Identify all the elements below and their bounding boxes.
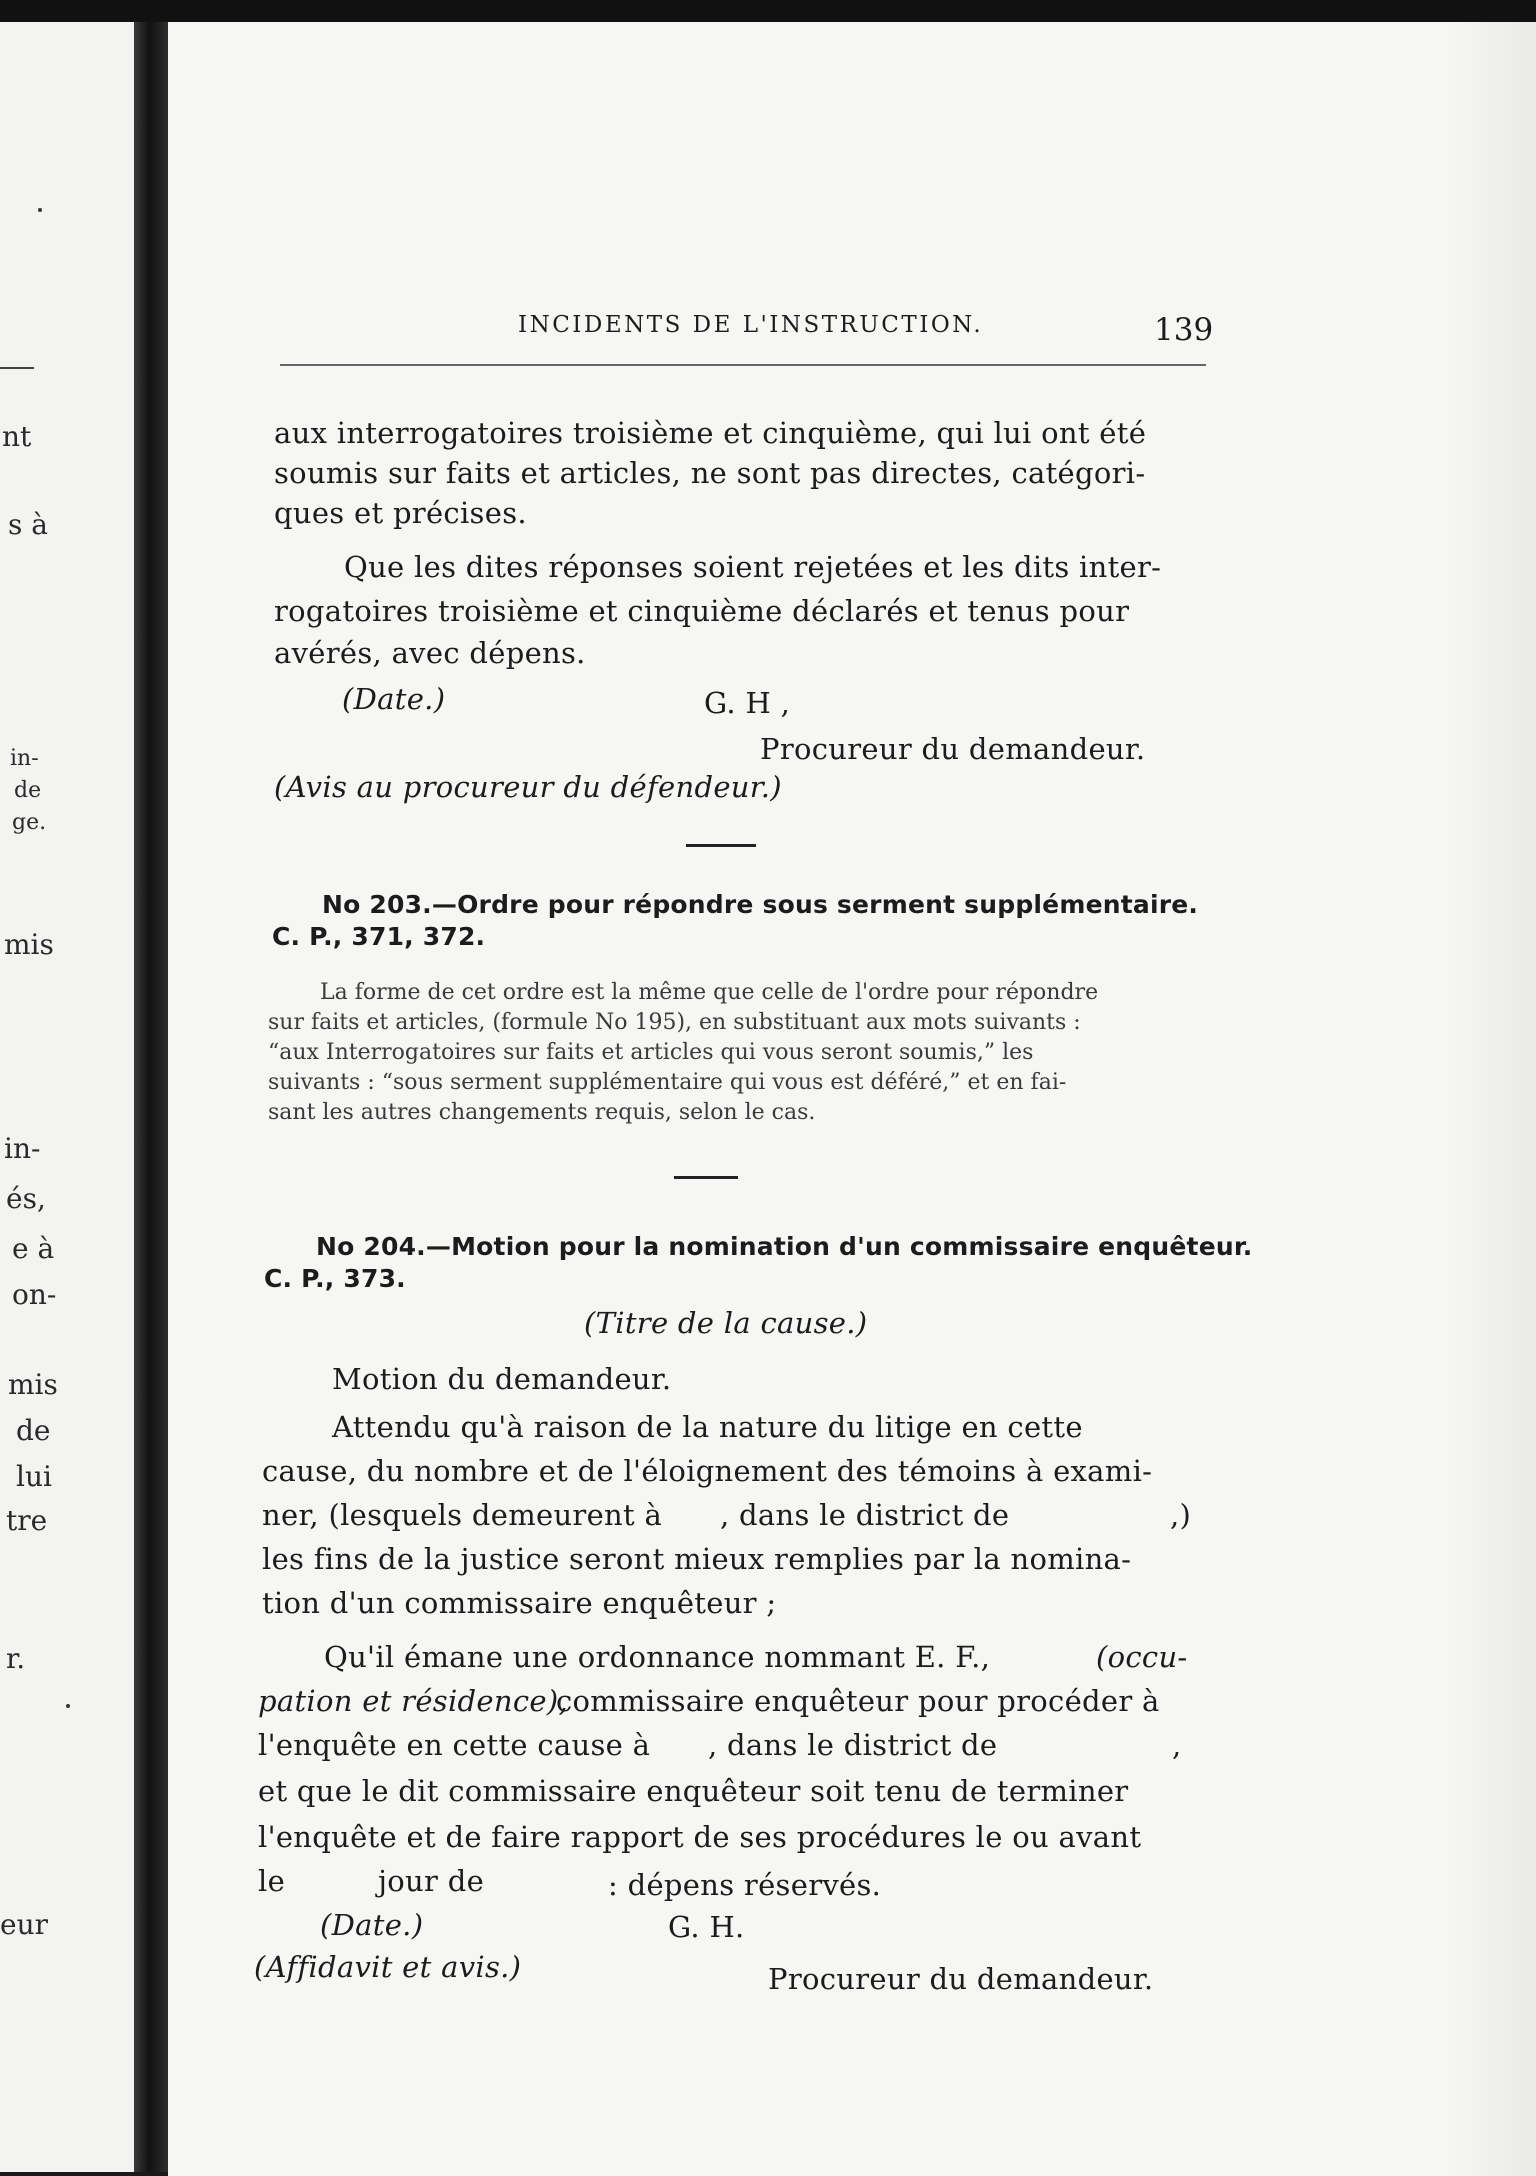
left-fragment: tre [6, 1504, 48, 1537]
left-fragment: ge. [12, 810, 47, 835]
page-edge-shadow [1446, 22, 1536, 2176]
form-reference: C. P., 371, 372. [272, 922, 486, 951]
page-number: 139 [1154, 312, 1214, 348]
left-fragment: mis [4, 928, 54, 961]
left-page-rule [0, 367, 34, 369]
note-line: sant les autres changements requis, selon le cas. [268, 1100, 816, 1125]
text-line: (occu- [1096, 1640, 1188, 1674]
note-line: suivants : “sous serment supplémentaire qui vous est déféré,” et en fai- [268, 1070, 1067, 1095]
text-line: ques et précises. [274, 496, 527, 530]
text-line: ner, (lesquels demeurent à [262, 1498, 663, 1532]
form-heading: No 204.—Motion pour la nomination d'un commissaire enquêteur. [316, 1232, 1253, 1261]
text-line: les fins de la justice seront mieux remplies par la nomina- [262, 1542, 1132, 1576]
text-line: soumis sur faits et articles, ne sont pas directes, catégori- [274, 456, 1146, 490]
ink-speck [66, 1704, 70, 1708]
text-line: rogatoires troisième et cinquième déclarés et tenus pour [274, 594, 1130, 628]
text-line: aux interrogatoires troisième et cinquième, qui lui ont été [274, 416, 1147, 450]
header-rule [280, 364, 1206, 366]
text-line: , dans le district de [720, 1498, 1010, 1532]
text-line: cause, du nombre et de l'éloignement des témoins à exami- [262, 1454, 1153, 1488]
text-line: l'enquête et de faire rapport de ses procédures le ou avant [258, 1820, 1142, 1854]
book-gutter [134, 22, 168, 2172]
book-page [168, 22, 1536, 2176]
left-fragment: on- [12, 1278, 57, 1311]
date-line: (Date.) [320, 1908, 424, 1942]
text-line: , [1172, 1728, 1182, 1762]
left-fragment: nt [2, 420, 32, 453]
text-line: Que les dites réponses soient rejetées et les dits inter- [344, 550, 1162, 584]
note-line: sur faits et articles, (formule No 195), en substituant aux mots suivants : [268, 1010, 1081, 1035]
left-fragment: lui [16, 1460, 52, 1493]
text-line: Attendu qu'à raison de la nature du litige en cette [332, 1410, 1083, 1444]
signature-title: Procureur du demandeur. [768, 1962, 1154, 1996]
running-head: INCIDENTS DE L'INSTRUCTION. [518, 312, 984, 338]
text-line: , dans le district de [708, 1728, 998, 1762]
text-line: l'enquête en cette cause à [258, 1728, 651, 1762]
text-line: : dépens réservés. [608, 1868, 882, 1902]
left-fragment: de [14, 778, 42, 803]
notice-line: (Avis au procureur du défendeur.) [274, 770, 782, 804]
text-line: et que le dit commissaire enquêteur soit tenu de terminer [258, 1774, 1129, 1808]
text-line: commissaire enquêteur pour procéder à [556, 1684, 1160, 1718]
text-line: pation et résidence), [258, 1684, 568, 1718]
text-line: Qu'il émane une ordonnance nommant E. F., [324, 1640, 991, 1674]
section-separator [686, 844, 756, 847]
left-fragment: r. [6, 1642, 26, 1675]
left-fragment: s à [8, 508, 48, 541]
note-line: La forme de cet ordre est la même que celle de l'ordre pour répondre [320, 980, 1099, 1005]
left-fragment: és, [6, 1182, 46, 1215]
left-fragment: de [16, 1414, 51, 1447]
title-of-cause: (Titre de la cause.) [584, 1306, 868, 1340]
note-line: “aux Interrogatoires sur faits et articles qui vous seront soumis,” les [268, 1040, 1034, 1065]
text-line: jour de [378, 1864, 485, 1898]
text-line: le [258, 1864, 286, 1898]
signature-title: Procureur du demandeur. [760, 732, 1146, 766]
text-line: avérés, avec dépens. [274, 636, 586, 670]
left-fragment: e à [12, 1232, 55, 1265]
signature: G. H. [668, 1910, 745, 1944]
motion-line: Motion du demandeur. [332, 1362, 672, 1396]
scan-border [0, 0, 1536, 22]
left-facing-page [0, 22, 144, 2172]
text-line: ,) [1170, 1498, 1192, 1532]
form-heading: No 203.—Ordre pour répondre sous serment supplémentaire. [322, 890, 1199, 919]
date-line: (Date.) [342, 682, 446, 716]
affidavit-line: (Affidavit et avis.) [254, 1950, 522, 1984]
left-fragment: in- [4, 1132, 41, 1165]
section-separator [674, 1176, 738, 1179]
ink-speck [38, 208, 42, 212]
form-reference: C. P., 373. [264, 1264, 406, 1293]
text-line: tion d'un commissaire enquêteur ; [262, 1586, 777, 1620]
signature: G. H , [704, 686, 791, 720]
left-fragment: in- [10, 746, 39, 771]
left-fragment: mis [8, 1368, 58, 1401]
left-fragment: eur [0, 1908, 48, 1941]
